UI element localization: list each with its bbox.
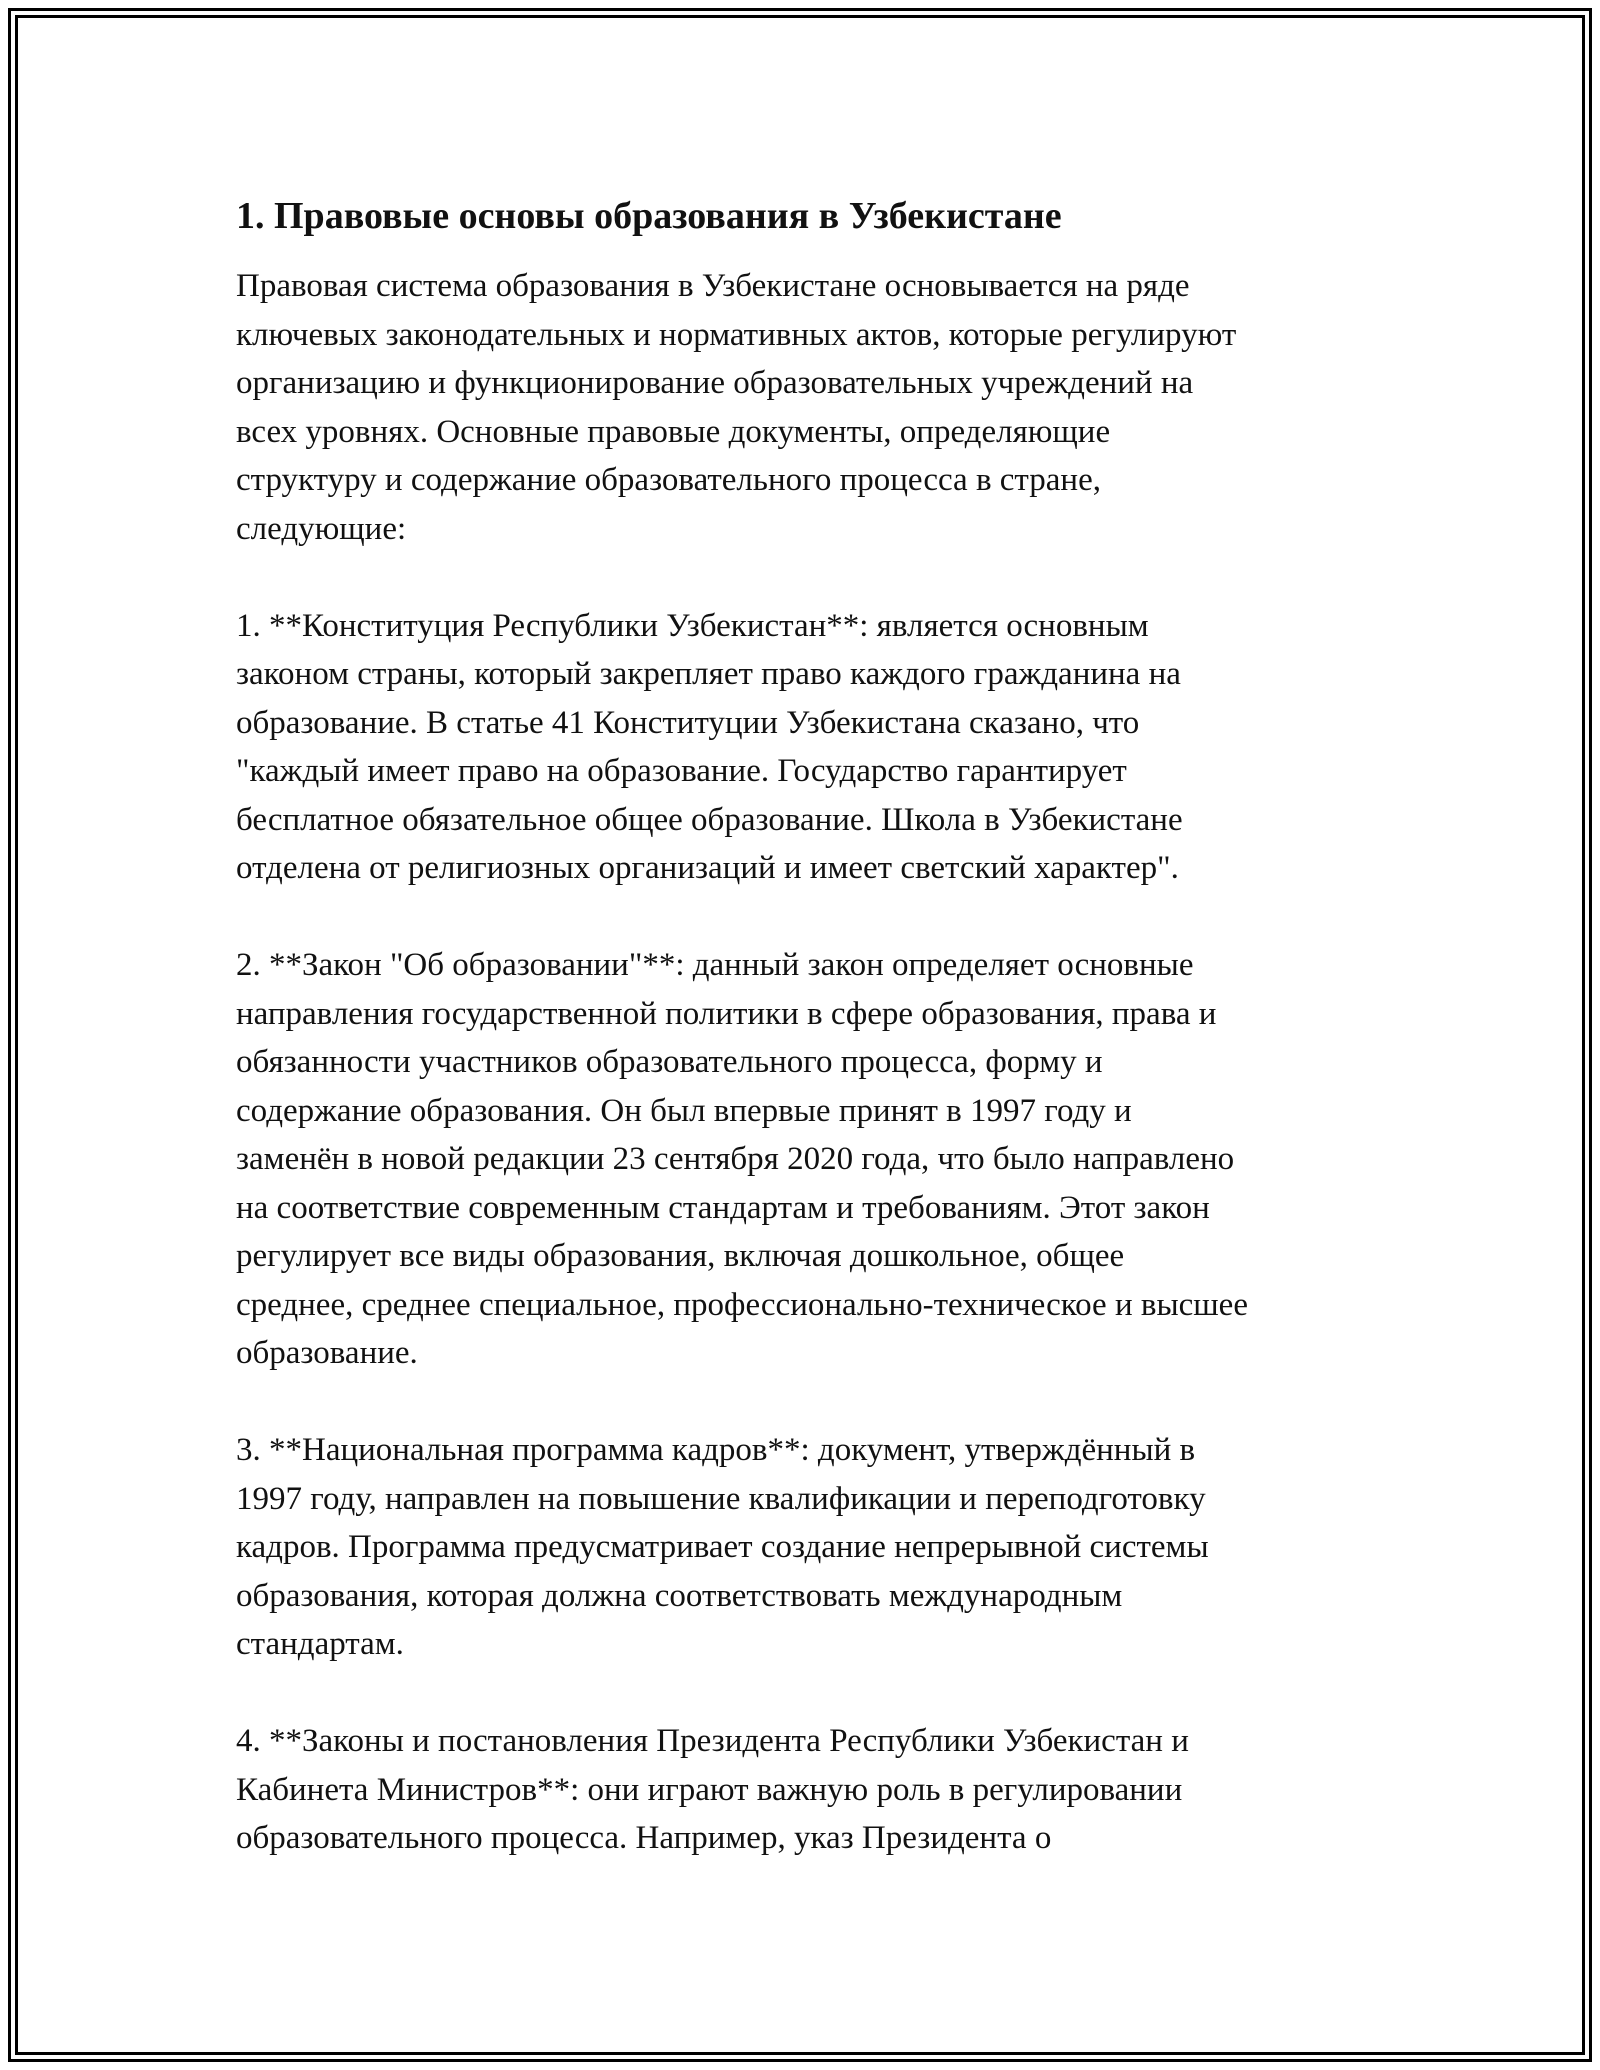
list-item-presidential-decrees: 4. **Законы и постановления Президента Республики Узбекистан и Кабинета Министров**: они играют важную роль в регулировании образовательного процесса. Например, указ Президента о xyxy=(236,1723,1189,1856)
list-item-national-program: 3. **Национальная программа кадров**: документ, утверждённый в 1997 году, направлен на повышение квалификации и переподготовку кадров. Программа предусматривает создание непрерывной системы образования, которая должна соответствовать международным стандартам. xyxy=(236,1432,1209,1662)
intro-paragraph: Правовая система образования в Узбекистане основывается на ряде ключевых законодательных и нормативных актов, которые регулируют организацию и функционирование образовательных учреждений на всех уровнях. Основные правовые документы, определяющие структуру и содержание образовательного процесса в стране, следующие: xyxy=(236,268,1237,547)
section-heading: 1. Правовые основы образования в Узбекистане xyxy=(236,195,1062,237)
document-page xyxy=(236,188,1396,1863)
list-item-constitution: 1. **Конституция Республики Узбекистан**: является основным законом страны, который закрепляет право каждого гражданина на образование. В статье 41 Конституции Узбекистана сказано, что "каждый имеет право на образование. Государство гарантирует бесплатное обязательное общее образование. Школа в Узбекистане отделена от религиозных организаций и имеет светский характер". xyxy=(236,607,1183,886)
list-item-education-law: 2. **Закон "Об образовании"**: данный закон определяет основные направления государственной политики в сфере образования, права и обязанности участников образовательного процесса, форму и содержание образования. Он был впервые принят в 1997 году и заменён в новой редакции 23 сентября 2020 года, что было направлено на соответствие современным стандартам и требованиям. Этот закон регулирует все виды образования, включая дошкольное, общее среднее, среднее специальное, профессионально-техническое и высшее образование. xyxy=(236,947,1248,1371)
